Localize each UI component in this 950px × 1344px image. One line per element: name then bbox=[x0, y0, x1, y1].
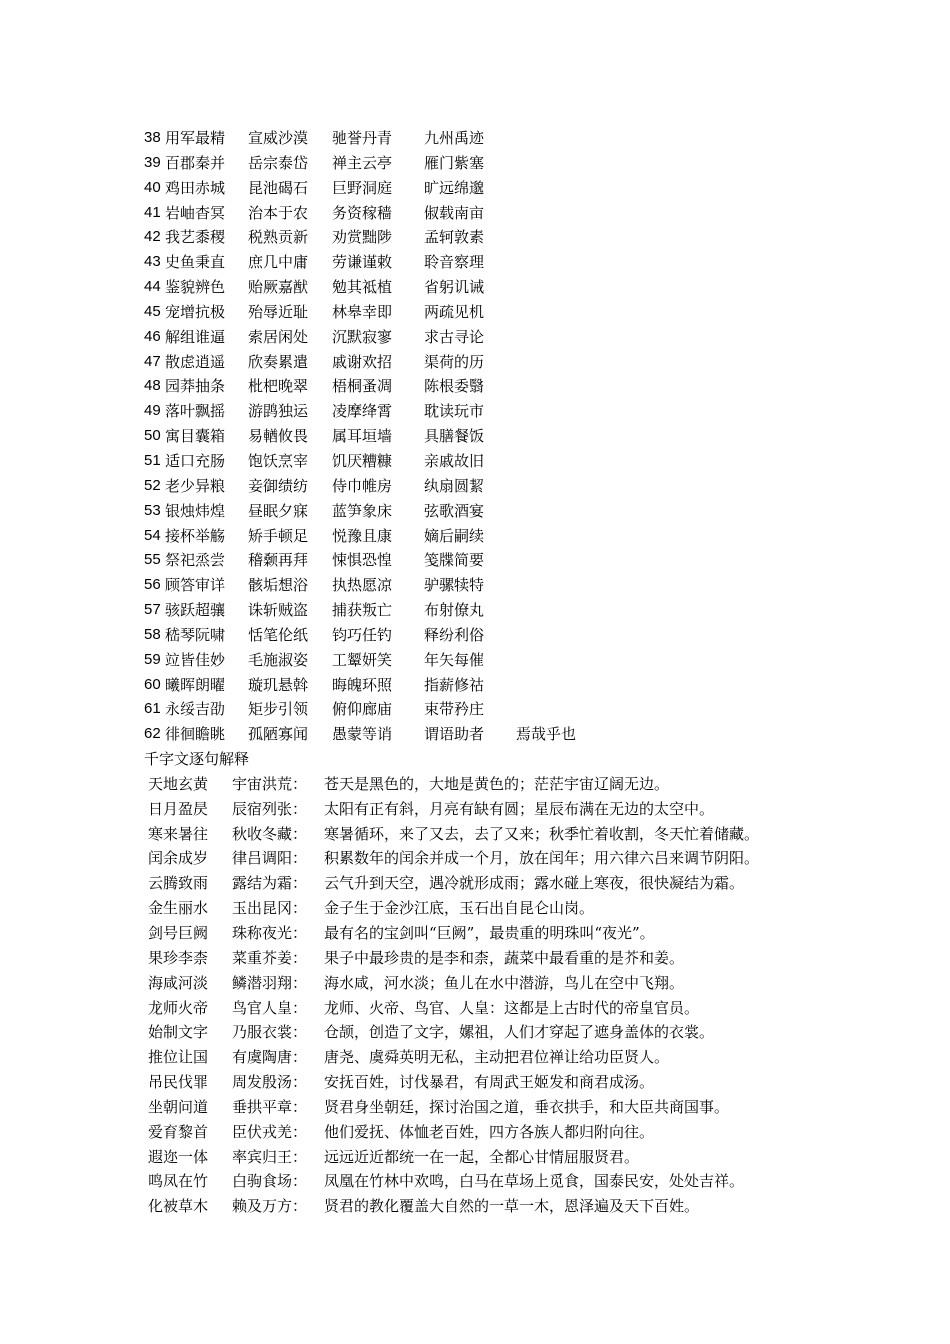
explanation-row bbox=[144, 772, 844, 797]
verse-phrase-4: 俶载南亩 bbox=[424, 203, 485, 222]
verse-row bbox=[144, 598, 844, 623]
verse-phrase-1: 顾答审详 bbox=[165, 576, 226, 595]
verse-phrase-4: 雁门紫塞 bbox=[424, 153, 485, 172]
verse-row bbox=[144, 648, 844, 673]
explanation-row bbox=[144, 1020, 844, 1045]
explanation-phrase-2: 菜重芥姜： bbox=[232, 948, 308, 967]
explanation-text: 海水咸，河水淡；鱼儿在水中潜游，鸟儿在空中飞翔。 bbox=[324, 973, 685, 992]
explanation-phrase-1: 坐朝问道 bbox=[148, 1097, 209, 1116]
verse-phrase-2: 孤陋寡闻 bbox=[248, 725, 309, 744]
verse-phrase-2: 妾御绩纺 bbox=[248, 476, 309, 495]
explanation-phrase-1: 闰余成岁 bbox=[148, 849, 209, 868]
explanation-row bbox=[144, 846, 844, 871]
verse-phrase-3: 沉默寂寥 bbox=[332, 327, 393, 346]
explanation-list bbox=[144, 772, 844, 1219]
verse-phrase-1: 竝皆佳妙 bbox=[165, 650, 226, 669]
explanation-row bbox=[144, 1145, 844, 1170]
explanation-text: 寒暑循环，来了又去，去了又来；秋季忙着收割，冬天忙着储藏。 bbox=[324, 824, 760, 843]
verse-number: 51 bbox=[144, 451, 161, 469]
verse-phrase-4: 旷远绵邈 bbox=[424, 178, 485, 197]
verse-number: 60 bbox=[144, 675, 161, 693]
verse-phrase-4: 孟轲敦素 bbox=[424, 228, 485, 247]
verse-number: 44 bbox=[144, 278, 161, 296]
verse-phrase-1: 用军最精 bbox=[165, 129, 226, 147]
explanation-text: 太阳有正有斜，月亮有缺有圆；星辰布满在无边的太空中。 bbox=[324, 799, 715, 818]
explanation-phrase-2: 有虞陶唐： bbox=[232, 1048, 308, 1067]
verse-row bbox=[144, 573, 844, 598]
verse-phrase-3: 劳谦谨敕 bbox=[332, 253, 393, 272]
verse-number: 49 bbox=[144, 402, 161, 420]
explanation-phrase-2: 鳞潜羽翔： bbox=[232, 973, 308, 992]
explanation-row bbox=[144, 871, 844, 896]
verse-phrase-1: 宠增抗极 bbox=[165, 302, 226, 321]
verse-row bbox=[144, 250, 844, 275]
explanation-phrase-1: 日月盈昃 bbox=[148, 799, 209, 818]
verse-phrase-4: 指薪修祜 bbox=[424, 675, 485, 694]
verse-phrase-3: 捕获叛亡 bbox=[332, 601, 393, 620]
verse-phrase-1: 银烛炜煌 bbox=[165, 501, 226, 520]
verse-row bbox=[144, 722, 844, 747]
verse-phrase-2: 矩步引领 bbox=[248, 700, 309, 719]
explanation-phrase-2: 珠称夜光： bbox=[232, 924, 308, 942]
explanation-phrase-2: 律吕调阳： bbox=[232, 849, 308, 868]
verse-row bbox=[144, 474, 844, 499]
verse-number: 50 bbox=[144, 427, 161, 445]
explanation-phrase-2: 率宾归王： bbox=[232, 1147, 308, 1166]
explanation-row bbox=[144, 1194, 844, 1219]
verse-phrase-1: 永绥吉劭 bbox=[165, 700, 226, 719]
verse-phrase-1: 曦晖朗曜 bbox=[165, 675, 226, 694]
explanation-phrase-1: 龙师火帝 bbox=[148, 998, 209, 1017]
explanation-phrase-2: 宇宙洪荒： bbox=[232, 774, 308, 793]
verse-phrase-3: 饥厌糟糠 bbox=[332, 451, 393, 470]
explanation-row bbox=[144, 1169, 844, 1194]
verse-phrase-5: 焉哉乎也 bbox=[516, 725, 577, 744]
verse-phrase-2: 昼眠夕寐 bbox=[248, 501, 309, 520]
verse-row bbox=[144, 225, 844, 250]
verse-phrase-4: 驴骡犊特 bbox=[424, 576, 485, 595]
verse-number: 48 bbox=[144, 377, 161, 395]
verse-list bbox=[144, 126, 844, 747]
verse-phrase-1: 嵇琴阮啸 bbox=[165, 625, 226, 644]
verse-phrase-1: 骇跃超骧 bbox=[165, 601, 226, 620]
verse-number: 41 bbox=[144, 203, 161, 221]
document-content bbox=[144, 126, 844, 1219]
verse-phrase-2: 宣威沙漠 bbox=[248, 129, 309, 147]
verse-phrase-2: 矫手顿足 bbox=[248, 526, 309, 545]
verse-phrase-2: 饱饫烹宰 bbox=[248, 451, 309, 470]
verse-phrase-1: 鸡田赤城 bbox=[165, 178, 226, 197]
verse-phrase-2: 治本于农 bbox=[248, 203, 309, 222]
verse-phrase-3: 劝赏黜陟 bbox=[332, 228, 393, 247]
verse-phrase-2: 稽颡再拜 bbox=[248, 551, 309, 570]
verse-phrase-4: 省躬讥诫 bbox=[424, 278, 485, 297]
explanation-phrase-1: 吊民伐罪 bbox=[148, 1073, 209, 1092]
verse-phrase-1: 适口充肠 bbox=[165, 451, 226, 470]
verse-row bbox=[144, 548, 844, 573]
verse-phrase-4: 聆音察理 bbox=[424, 253, 485, 272]
verse-phrase-4: 渠荷的历 bbox=[424, 352, 485, 371]
explanation-phrase-1: 爱育黎首 bbox=[148, 1122, 209, 1141]
verse-phrase-3: 晦魄环照 bbox=[332, 675, 393, 694]
explanation-phrase-2: 辰宿列张： bbox=[232, 799, 308, 818]
verse-phrase-4: 九州禹迹 bbox=[424, 129, 485, 147]
verse-phrase-2: 昆池碣石 bbox=[248, 178, 309, 197]
verse-phrase-3: 愚蒙等诮 bbox=[332, 725, 393, 744]
verse-phrase-4: 两疏见机 bbox=[424, 302, 485, 321]
verse-row bbox=[144, 350, 844, 375]
explanation-row bbox=[144, 1070, 844, 1095]
verse-phrase-2: 易輶攸畏 bbox=[248, 427, 309, 446]
explanation-text: 最有名的宝剑叫“巨阙”，最贵重的明珠叫“夜光”。 bbox=[324, 924, 655, 942]
verse-phrase-4: 陈根委翳 bbox=[424, 377, 485, 396]
explanation-phrase-1: 推位让国 bbox=[148, 1048, 209, 1067]
explanation-row bbox=[144, 996, 844, 1021]
explanation-phrase-2: 白驹食场： bbox=[232, 1172, 308, 1191]
explanation-row bbox=[144, 1045, 844, 1070]
verse-number: 45 bbox=[144, 302, 161, 320]
verse-phrase-2: 枇杷晚翠 bbox=[248, 377, 309, 396]
verse-phrase-3: 凌摩绛霄 bbox=[332, 402, 393, 421]
explanation-text: 仓颉，创造了文字，嫘祖，人们才穿起了遮身盖体的衣裳。 bbox=[324, 1023, 715, 1042]
verse-phrase-3: 巨野洞庭 bbox=[332, 178, 393, 197]
verse-phrase-4: 布射僚丸 bbox=[424, 601, 485, 620]
explanation-phrase-1: 海咸河淡 bbox=[148, 973, 209, 992]
verse-number: 54 bbox=[144, 526, 161, 544]
verse-phrase-4: 释纷利俗 bbox=[424, 625, 485, 644]
explanation-row bbox=[144, 896, 844, 921]
verse-phrase-4: 亲戚故旧 bbox=[424, 451, 485, 470]
verse-number: 62 bbox=[144, 725, 161, 743]
verse-phrase-3: 勉其祗植 bbox=[332, 278, 393, 297]
verse-phrase-1: 我艺黍稷 bbox=[165, 228, 226, 247]
explanation-phrase-1: 鸣凤在竹 bbox=[148, 1172, 209, 1191]
verse-phrase-3: 属耳垣墙 bbox=[332, 427, 393, 446]
verse-number: 61 bbox=[144, 700, 161, 718]
verse-phrase-2: 贻厥嘉猷 bbox=[248, 278, 309, 297]
verse-row bbox=[144, 176, 844, 201]
explanation-phrase-1: 金生丽水 bbox=[148, 899, 209, 918]
explanation-phrase-1: 天地玄黄 bbox=[148, 774, 209, 793]
verse-number: 55 bbox=[144, 551, 161, 569]
verse-row bbox=[144, 374, 844, 399]
explanation-phrase-2: 周发殷汤： bbox=[232, 1073, 308, 1092]
explanation-phrase-2: 臣伏戎羌： bbox=[232, 1122, 308, 1141]
explanation-row bbox=[144, 822, 844, 847]
verse-phrase-3: 戚谢欢招 bbox=[332, 352, 393, 371]
verse-phrase-3: 禅主云亭 bbox=[332, 153, 393, 172]
explanation-phrase-1: 云腾致雨 bbox=[148, 874, 209, 893]
verse-number: 52 bbox=[144, 476, 161, 494]
verse-number: 57 bbox=[144, 601, 161, 619]
verse-phrase-1: 祭祀烝尝 bbox=[165, 551, 226, 570]
explanation-text: 远远近近都统一在一起，全都心甘情屈服贤君。 bbox=[324, 1147, 640, 1166]
verse-phrase-4: 求古寻论 bbox=[424, 327, 485, 346]
explanation-phrase-1: 剑号巨阙 bbox=[148, 924, 209, 942]
verse-phrase-3: 务资稼穑 bbox=[332, 203, 393, 222]
verse-row bbox=[144, 673, 844, 698]
verse-row bbox=[144, 623, 844, 648]
explanation-phrase-1: 寒来暑往 bbox=[148, 824, 209, 843]
explanation-text: 积累数年的闰余并成一个月，放在闰年；用六律六吕来调节阴阳。 bbox=[324, 849, 760, 868]
verse-phrase-1: 百郡秦并 bbox=[165, 153, 226, 172]
verse-phrase-3: 侍巾帷房 bbox=[332, 476, 393, 495]
verse-phrase-1: 落叶飘摇 bbox=[165, 402, 226, 421]
verse-row bbox=[144, 275, 844, 300]
verse-row bbox=[144, 524, 844, 549]
verse-phrase-2: 殆辱近耻 bbox=[248, 302, 309, 321]
verse-number: 39 bbox=[144, 153, 161, 171]
verse-number: 56 bbox=[144, 576, 161, 594]
explanation-text: 龙师、火帝、鸟官、人皇：这都是上古时代的帝皇官员。 bbox=[324, 998, 700, 1017]
explanation-text: 苍天是黑色的，大地是黄色的；茫茫宇宙辽阔无边。 bbox=[324, 774, 670, 793]
verse-phrase-4: 嫡后嗣续 bbox=[424, 526, 485, 545]
verse-phrase-4: 纨扇圆絜 bbox=[424, 476, 485, 495]
explanation-text: 云气升到天空，遇冷就形成雨；露水碰上寒夜，很快凝结为霜。 bbox=[324, 874, 745, 893]
verse-phrase-3: 悚惧恐惶 bbox=[332, 551, 393, 570]
explanation-row bbox=[144, 1095, 844, 1120]
explanation-phrase-2: 玉出昆冈： bbox=[232, 899, 308, 918]
verse-row bbox=[144, 424, 844, 449]
verse-phrase-1: 鉴貌辨色 bbox=[165, 278, 226, 297]
section-title: 千字文逐句解释 bbox=[144, 750, 250, 769]
verse-phrase-3: 执热愿凉 bbox=[332, 576, 393, 595]
explanation-phrase-2: 垂拱平章： bbox=[232, 1097, 308, 1116]
verse-row bbox=[144, 151, 844, 176]
verse-phrase-2: 税熟贡新 bbox=[248, 228, 309, 247]
verse-phrase-2: 恬笔伦纸 bbox=[248, 625, 309, 644]
verse-phrase-4: 弦歌酒宴 bbox=[424, 501, 485, 520]
explanation-phrase-2: 鸟官人皇： bbox=[232, 998, 308, 1017]
explanation-phrase-1: 始制文字 bbox=[148, 1023, 209, 1042]
explanation-row bbox=[144, 946, 844, 971]
verse-phrase-3: 驰誉丹青 bbox=[332, 129, 393, 147]
explanation-row bbox=[144, 921, 844, 946]
verse-phrase-2: 骸垢想浴 bbox=[248, 576, 309, 595]
verse-phrase-4: 束带矜庄 bbox=[424, 700, 485, 719]
verse-phrase-2: 诛斩贼盗 bbox=[248, 601, 309, 620]
verse-phrase-1: 接杯举觞 bbox=[165, 526, 226, 545]
verse-phrase-2: 岳宗泰岱 bbox=[248, 153, 309, 172]
explanation-row bbox=[144, 1120, 844, 1145]
verse-row bbox=[144, 300, 844, 325]
verse-row bbox=[144, 325, 844, 350]
explanation-text: 贤君的教化覆盖大自然的一草一木，恩泽遍及天下百姓。 bbox=[324, 1197, 700, 1216]
verse-phrase-2: 欣奏累遣 bbox=[248, 352, 309, 371]
verse-phrase-3: 俯仰廊庙 bbox=[332, 700, 393, 719]
explanation-phrase-1: 化被草木 bbox=[148, 1197, 209, 1216]
explanation-phrase-2: 露结为霜： bbox=[232, 874, 308, 893]
verse-row bbox=[144, 399, 844, 424]
verse-phrase-3: 钧巧任钓 bbox=[332, 625, 393, 644]
verse-row bbox=[144, 126, 844, 151]
verse-number: 38 bbox=[144, 129, 161, 146]
verse-phrase-3: 林皋幸即 bbox=[332, 302, 393, 321]
verse-phrase-4: 年矢每催 bbox=[424, 650, 485, 669]
verse-number: 53 bbox=[144, 501, 161, 519]
verse-row bbox=[144, 449, 844, 474]
verse-phrase-4: 谓语助者 bbox=[424, 725, 485, 744]
verse-phrase-1: 解组谁逼 bbox=[165, 327, 226, 346]
explanation-text: 贤君身坐朝廷，探讨治国之道，垂衣拱手，和大臣共商国事。 bbox=[324, 1097, 730, 1116]
verse-number: 46 bbox=[144, 327, 161, 345]
verse-row bbox=[144, 499, 844, 524]
explanation-phrase-2: 赖及万方： bbox=[232, 1197, 308, 1216]
verse-phrase-1: 散虑逍遥 bbox=[165, 352, 226, 371]
verse-phrase-4: 具膳餐饭 bbox=[424, 427, 485, 446]
explanation-text: 凤凰在竹林中欢鸣，白马在草场上觅食，国泰民安，处处吉祥。 bbox=[324, 1172, 745, 1191]
verse-number: 59 bbox=[144, 650, 161, 668]
verse-phrase-3: 工颦妍笑 bbox=[332, 650, 393, 669]
verse-phrase-2: 索居闲处 bbox=[248, 327, 309, 346]
explanation-text: 果子中最珍贵的是李和柰，蔬菜中最看重的是芥和姜。 bbox=[324, 948, 685, 967]
explanation-phrase-2: 乃服衣裳： bbox=[232, 1023, 308, 1042]
verse-phrase-3: 悦豫且康 bbox=[332, 526, 393, 545]
verse-phrase-4: 笺牒简要 bbox=[424, 551, 485, 570]
verse-phrase-1: 史鱼秉直 bbox=[165, 253, 226, 272]
explanation-row bbox=[144, 971, 844, 996]
explanation-phrase-2: 秋收冬藏： bbox=[232, 824, 308, 843]
verse-phrase-2: 毛施淑姿 bbox=[248, 650, 309, 669]
verse-phrase-2: 庶几中庸 bbox=[248, 253, 309, 272]
verse-phrase-1: 园莽抽条 bbox=[165, 377, 226, 396]
verse-row bbox=[144, 201, 844, 226]
verse-phrase-3: 蓝笋象床 bbox=[332, 501, 393, 520]
verse-number: 43 bbox=[144, 253, 161, 271]
verse-phrase-1: 岩岫杳冥 bbox=[165, 203, 226, 222]
explanation-text: 唐尧、虞舜英明无私，主动把君位禅让给功臣贤人。 bbox=[324, 1048, 670, 1067]
verse-phrase-1: 徘徊瞻眺 bbox=[165, 725, 226, 744]
explanation-phrase-1: 果珍李柰 bbox=[148, 948, 209, 967]
verse-row bbox=[144, 697, 844, 722]
verse-number: 47 bbox=[144, 352, 161, 370]
explanation-phrase-1: 遐迩一体 bbox=[148, 1147, 209, 1166]
explanation-text: 安抚百姓，讨伐暴君，有周武王姬发和商君成汤。 bbox=[324, 1073, 655, 1092]
verse-number: 40 bbox=[144, 178, 161, 196]
verse-phrase-1: 老少异粮 bbox=[165, 476, 226, 495]
verse-number: 42 bbox=[144, 228, 161, 246]
explanation-row bbox=[144, 797, 844, 822]
verse-phrase-2: 璇玑悬斡 bbox=[248, 675, 309, 694]
explanation-text: 金子生于金沙江底，玉石出自昆仑山岗。 bbox=[324, 899, 595, 918]
verse-phrase-3: 梧桐蚤凋 bbox=[332, 377, 393, 396]
verse-phrase-1: 寓目囊箱 bbox=[165, 427, 226, 446]
explanation-text: 他们爱抚、体恤老百姓，四方各族人都归附向往。 bbox=[324, 1122, 655, 1141]
verse-number: 58 bbox=[144, 625, 161, 643]
verse-phrase-4: 耽读玩市 bbox=[424, 402, 485, 421]
verse-phrase-2: 游鹍独运 bbox=[248, 402, 309, 421]
